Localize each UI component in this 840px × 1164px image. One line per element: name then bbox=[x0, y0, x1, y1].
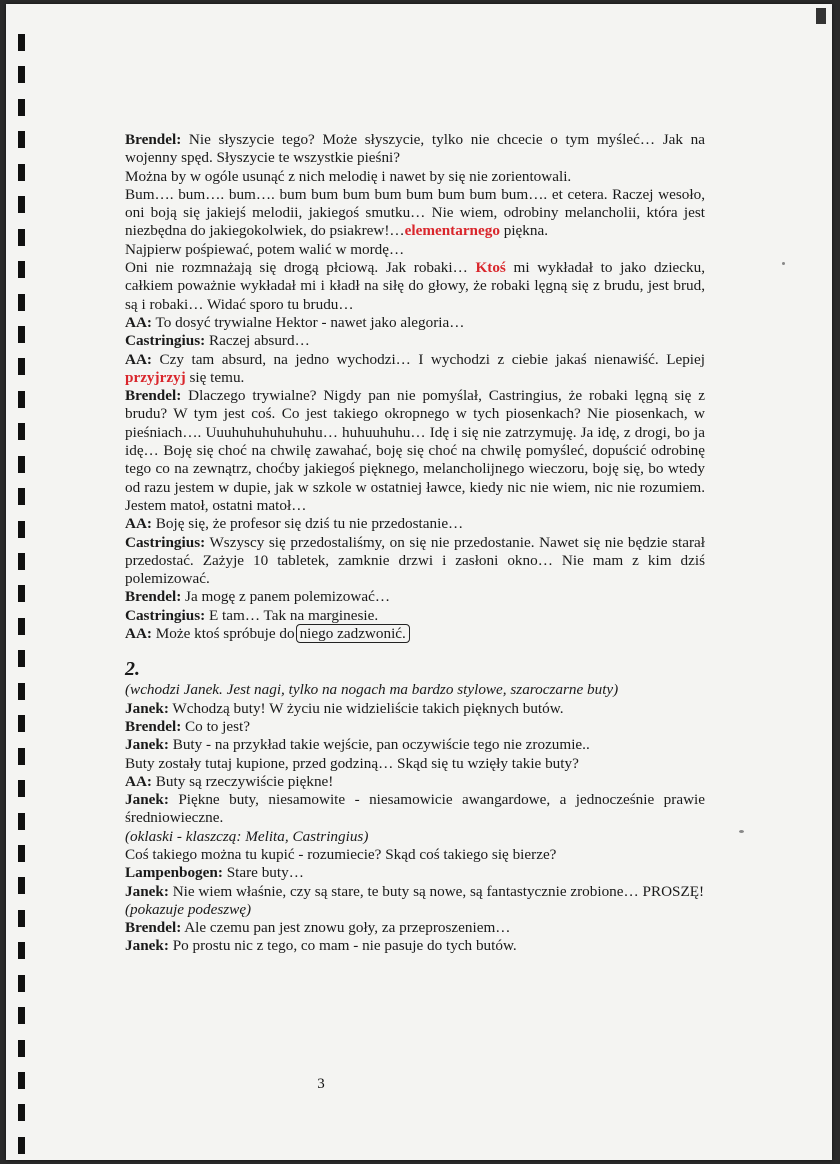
binding-hole bbox=[18, 1072, 25, 1089]
line-text: mi wykładał to jako dziecku, całkiem poważnie wykładał mi i kładł na siłę do głowy, że robaki lęgną się z brudu, jest brud, są i robaki… Widać sporo tu brudu… bbox=[125, 259, 705, 313]
line-text: Bum…. bum…. bum…. bum bum bum bum bum bum bum bum…. et cetera. Raczej wesoło, oni boją się jakiejś melodii, jakiegoś smutku… Nie wiem, odrobiny melancholii, która jest niezbędna do jakiegokolwiek, do psiakrew!… bbox=[125, 185, 705, 240]
line-text: To dosyć trywialne Hektor - nawet jako alegoria… bbox=[152, 313, 465, 331]
dialogue-line bbox=[125, 718, 705, 736]
document-page bbox=[6, 4, 832, 1160]
binding-hole bbox=[18, 423, 25, 440]
dialogue-line bbox=[125, 534, 705, 589]
line-text: piękna. bbox=[499, 222, 549, 240]
binding-hole bbox=[18, 877, 25, 894]
line-text: Buty - na przykład takie wejście, pan oczywiście tego nie zrozumie.. bbox=[168, 736, 590, 754]
line-text: Po prostu nic z tego, co mam - nie pasuje do tych butów. bbox=[168, 937, 517, 955]
highlighted-word: elementarnego bbox=[404, 222, 500, 240]
binding-hole bbox=[18, 521, 25, 538]
binding-hole bbox=[18, 845, 25, 862]
line-text: Stare buty… bbox=[222, 864, 304, 882]
binding-hole bbox=[18, 229, 25, 246]
binding-hole bbox=[18, 910, 25, 927]
binding-hole bbox=[18, 164, 25, 181]
binding-hole bbox=[18, 456, 25, 473]
dialogue-line bbox=[125, 700, 705, 718]
highlighted-word: Ktoś bbox=[475, 259, 506, 277]
dialogue-line bbox=[125, 168, 705, 186]
binding-hole bbox=[18, 196, 25, 213]
line-text: Buty są rzeczywiście piękne! bbox=[152, 772, 334, 790]
speaker-name: Brendel: bbox=[125, 717, 182, 735]
binding-hole bbox=[18, 488, 25, 505]
line-text: Oni nie rozmnażają się drogą płciową. Jak robaki… bbox=[125, 259, 476, 277]
binding-hole bbox=[18, 66, 25, 83]
binding-hole bbox=[18, 618, 25, 635]
dialogue-line bbox=[125, 607, 705, 625]
binding-hole bbox=[18, 131, 25, 148]
line-text: Najpierw pośpiewać, potem walić w mordę… bbox=[125, 240, 405, 258]
binding-hole bbox=[18, 748, 25, 765]
stage-direction: (wchodzi Janek. Jest nagi, tylko na nogach ma bardzo stylowe, szaroczarne buty) bbox=[125, 681, 619, 699]
section-heading: 2. bbox=[125, 658, 140, 681]
dialogue-line bbox=[125, 314, 705, 332]
line-text: Może ktoś spróbuje do bbox=[152, 625, 295, 643]
dialogue-line bbox=[125, 791, 705, 828]
line-text: Buty zostały tutaj kupione, przed godziną… Skąd się tu wzięły takie buty? bbox=[125, 754, 579, 772]
speaker-name: Castringius: bbox=[125, 332, 206, 350]
dialogue-line bbox=[125, 186, 705, 241]
binding-hole bbox=[18, 780, 25, 797]
binding-hole bbox=[18, 99, 25, 116]
speaker-name: Janek: bbox=[125, 882, 169, 900]
binding-hole bbox=[18, 391, 25, 408]
binding-hole bbox=[18, 975, 25, 992]
speaker-name: Brendel: bbox=[125, 131, 182, 148]
line-text: Nie słyszycie tego? Może słyszycie, tylko nie chcecie o tym myśleć… Jak na wojenny spęd. Słyszycie te wszystkie pieśni? bbox=[125, 131, 705, 167]
line-text: się temu. bbox=[185, 368, 245, 386]
speaker-name: Janek: bbox=[125, 736, 169, 754]
binding-hole bbox=[18, 326, 25, 343]
binding-hole bbox=[18, 942, 25, 959]
scan-speck bbox=[782, 262, 785, 265]
binding-hole bbox=[18, 1104, 25, 1121]
binding-hole bbox=[18, 1007, 25, 1024]
speaker-name: Brendel: bbox=[125, 919, 182, 937]
speaker-name: AA: bbox=[125, 313, 152, 331]
line-text: Czy tam absurd, na jedno wychodzi… I wychodzi z ciebie jakaś nienawiść. Lepiej bbox=[152, 350, 705, 368]
script-body bbox=[125, 131, 705, 956]
dialogue-line bbox=[125, 351, 705, 388]
line-text: E tam… Tak na marginesie. bbox=[205, 606, 379, 624]
line-text: Raczej absurd… bbox=[205, 332, 310, 350]
speaker-name: Brendel: bbox=[125, 588, 182, 606]
highlighted-word: przyjrzyj bbox=[125, 368, 186, 386]
speaker-name: AA: bbox=[125, 350, 152, 368]
speaker-name: Janek: bbox=[125, 791, 169, 809]
dialogue-line bbox=[125, 387, 705, 515]
speaker-name: AA: bbox=[125, 772, 152, 790]
speaker-name: AA: bbox=[125, 625, 152, 643]
dialogue-line bbox=[125, 625, 705, 643]
line-text: Co to jest? bbox=[181, 717, 251, 735]
dialogue-line bbox=[125, 846, 705, 864]
line-text: Ale czemu pan jest znowu goły, za przeproszeniem… bbox=[181, 919, 511, 937]
line-text: Wszyscy się przedostaliśmy, on się nie przedostanie. Nawet się nie będzie starał przedostać. Zażyje 10 tabletek, zamknie drzwi i zasłoni okno… Nie mam z kim dziś polemizować. bbox=[125, 533, 705, 588]
binding-hole bbox=[18, 261, 25, 278]
binding-hole bbox=[18, 683, 25, 700]
dialogue-line bbox=[125, 259, 705, 314]
speaker-name: Janek: bbox=[125, 937, 169, 955]
dialogue-line bbox=[125, 241, 705, 259]
line-text: Można by w ogóle usunąć z nich melodię i nawet by się nie zorientowali. bbox=[125, 167, 572, 185]
dialogue-line bbox=[125, 588, 705, 606]
scan-corner-mark bbox=[816, 8, 826, 24]
binding-hole bbox=[18, 1040, 25, 1057]
dialogue-line bbox=[125, 883, 705, 901]
dialogue-line bbox=[125, 919, 705, 937]
binding-hole bbox=[18, 1137, 25, 1154]
speaker-name: Janek: bbox=[125, 699, 169, 717]
line-text: Ja mogę z panem polemizować… bbox=[181, 588, 391, 606]
page-number: 3 bbox=[317, 1076, 325, 1092]
scan-speck bbox=[739, 830, 744, 833]
binding-hole bbox=[18, 813, 25, 830]
dialogue-line bbox=[125, 864, 705, 882]
speaker-name: Lampenbogen: bbox=[125, 864, 223, 882]
binding-hole bbox=[18, 553, 25, 570]
binding-hole bbox=[18, 715, 25, 732]
stage-direction: (pokazuje podeszwę) bbox=[125, 900, 252, 918]
binding-hole bbox=[18, 650, 25, 667]
spiral-binding bbox=[18, 34, 28, 1154]
dialogue-line bbox=[125, 332, 705, 350]
speaker-name: Castringius: bbox=[125, 533, 206, 551]
binding-hole bbox=[18, 294, 25, 311]
line-text: Piękne buty, niesamowite - niesamowicie awangardowe, a jednocześnie prawie średniowieczne. bbox=[125, 791, 705, 827]
dialogue-line bbox=[125, 131, 705, 168]
speaker-name: Castringius: bbox=[125, 606, 206, 624]
line-text: Coś takiego można tu kupić - rozumiecie? Skąd coś takiego się bierze? bbox=[125, 845, 557, 863]
dialogue-line bbox=[125, 937, 705, 955]
binding-hole bbox=[18, 585, 25, 602]
dialogue-line bbox=[125, 515, 705, 533]
line-text: Dlaczego trywialne? Nigdy pan nie pomyślał, Castringius, że robaki lęgną się z brudu? W tym jest coś. Co jest takiego okropnego w tych piosenkach? Nie piosenkach, w pieśniach…. Uuuhuhuhuhuhuhu… huhuuhuhu… Idę i się nie zatrzymuję. Ja idę, z drogi, bo ja idę… Boję się choć na chwilę zawahać, boję się choć na chwilę pomyśleć, dopuścić odrobinę tego co na zewnątrz, choćby jakiegoś pięknego, melancholijnego wieczoru, boję się, bo wtedy od razu jestem w dupie, jak w szkole w ostatniej ławce, kiedy nic nie wiem, nic nie rozumiem. Jestem matoł, ostatni matoł… bbox=[125, 387, 705, 514]
stage-direction: (oklaski - klaszczą: Melita, Castringius) bbox=[125, 827, 369, 845]
line-text: Nie wiem właśnie, czy są stare, te buty są nowe, są fantastycznie zrobione… PROSZĘ! bbox=[168, 882, 705, 900]
dialogue-line bbox=[125, 773, 705, 791]
dialogue-line bbox=[125, 755, 705, 773]
line-text: Wchodzą buty! W życiu nie widzieliście takich pięknych butów. bbox=[168, 699, 564, 717]
line-text: Boję się, że profesor się dziś tu nie przedostanie… bbox=[152, 515, 464, 533]
speaker-name: AA: bbox=[125, 515, 152, 533]
circled-annotation: niego zadzwonić. bbox=[296, 624, 410, 643]
binding-hole bbox=[18, 358, 25, 375]
speaker-name: Brendel: bbox=[125, 387, 182, 405]
dialogue-line bbox=[125, 736, 705, 754]
binding-hole bbox=[18, 34, 25, 51]
